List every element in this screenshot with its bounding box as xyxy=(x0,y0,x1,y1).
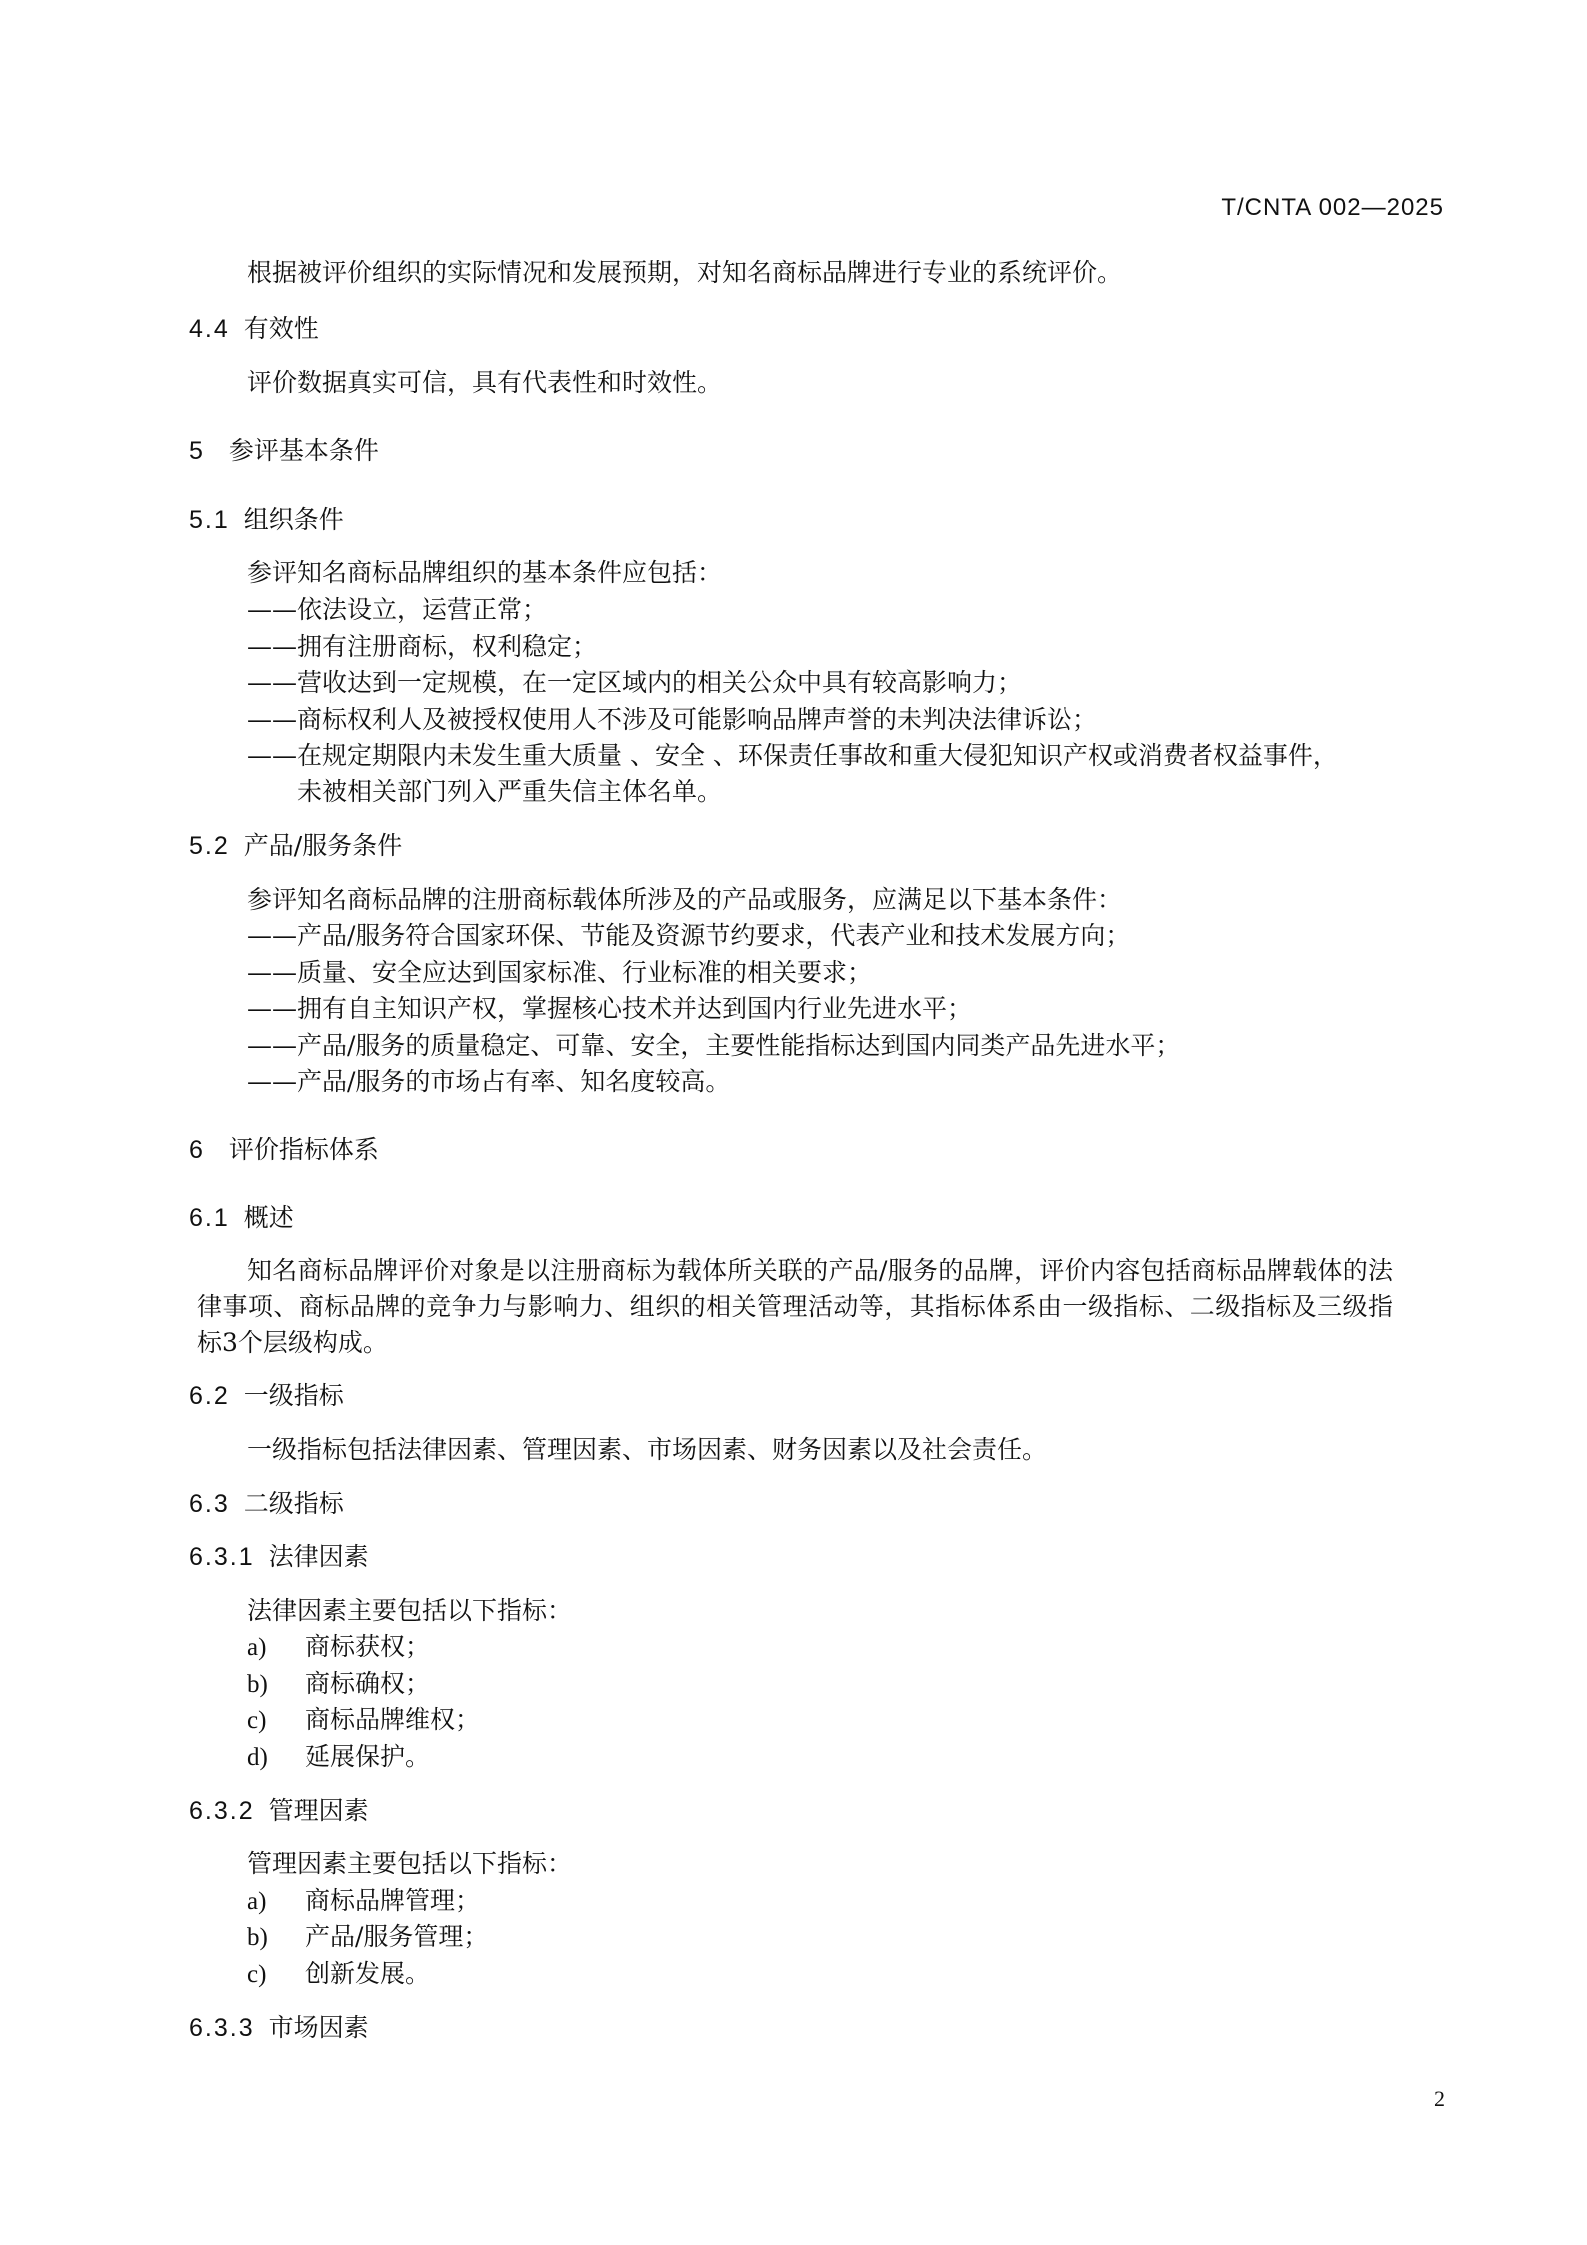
list-marker: b) xyxy=(247,1671,268,1698)
heading-title: 一级指标 xyxy=(243,1381,344,1410)
list-item: ——产品/服务的市场占有率、知名度较高。 xyxy=(247,1067,731,1096)
heading-number: 6.3.1 xyxy=(189,1543,255,1571)
list-item xyxy=(247,1920,488,1955)
list-item xyxy=(247,1667,430,1702)
heading-number: 6.3.3 xyxy=(189,2014,255,2042)
heading-6-2 xyxy=(189,1379,344,1413)
list-marker: c) xyxy=(247,1961,267,1988)
heading-number: 6.2 xyxy=(189,1382,230,1410)
heading-title: 二级指标 xyxy=(243,1489,344,1518)
list-item-text: 创新发展。 xyxy=(305,1959,431,1988)
list-item-text: 商标确权； xyxy=(305,1669,431,1698)
list-item: ——商标权利人及被授权使用人不涉及可能影响品牌声誉的未判决法律诉讼； xyxy=(247,705,1098,734)
paragraph-5-2-lead: 参评知名商标品牌的注册商标载体所涉及的产品或服务，应满足以下基本条件： xyxy=(247,885,1123,914)
list-item: ——拥有自主知识产权，掌握核心技术并达到国内行业先进水平； xyxy=(247,994,973,1023)
heading-title: 市场因素 xyxy=(268,2013,369,2042)
heading-5-2 xyxy=(189,829,402,863)
heading-title: 产品/服务条件 xyxy=(243,831,403,860)
heading-number: 6.1 xyxy=(189,1204,230,1232)
list-item-text: 产品/服务管理； xyxy=(305,1922,489,1951)
heading-6-3-1 xyxy=(189,1540,369,1574)
list-marker: b) xyxy=(247,1924,268,1951)
heading-number: 5.1 xyxy=(189,506,230,534)
heading-6-1 xyxy=(189,1201,294,1235)
heading-title: 评价指标体系 xyxy=(228,1135,379,1164)
paragraph-6-1: 知名商标品牌评价对象是以注册商标为载体所关联的产品/服务的品牌，评价内容包括商标品牌载体的法律事项、商标品牌的竞争力与影响力、组织的相关管理活动等，其指标体系由一级指标、二级指标及三级指标3个层级构成。 xyxy=(197,1256,1393,1357)
heading-6-3 xyxy=(189,1487,344,1521)
list-item xyxy=(247,1884,480,1919)
paragraph-5-1-lead: 参评知名商标品牌组织的基本条件应包括： xyxy=(247,558,723,587)
list-item: ——在规定期限内未发生重大质量 、安全 、环保责任事故和重大侵犯知识产权或消费者权益事件， xyxy=(247,741,1338,770)
paragraph-6-3-1-lead: 法律因素主要包括以下指标： xyxy=(247,1596,573,1625)
list-item-text: 商标获权； xyxy=(305,1632,431,1661)
list-item: ——产品/服务的质量稳定、可靠、安全，主要性能指标达到国内同类产品先进水平； xyxy=(247,1031,1181,1060)
heading-number: 5.2 xyxy=(189,832,230,860)
list-item xyxy=(247,1957,430,1992)
list-item xyxy=(247,1740,430,1775)
list-item: ——质量、安全应达到国家标准、行业标准的相关要求； xyxy=(247,958,873,987)
heading-title: 有效性 xyxy=(243,314,319,343)
list-item-text: 商标品牌管理； xyxy=(305,1886,481,1915)
document-code: T/CNTA 002—2025 xyxy=(1221,194,1444,221)
list-item: ——拥有注册商标，权利稳定； xyxy=(247,632,598,661)
heading-number: 6 xyxy=(189,1136,203,1164)
heading-6-3-2 xyxy=(189,1794,369,1828)
heading-6-3-3 xyxy=(189,2011,369,2045)
heading-number: 6.3.2 xyxy=(189,1797,255,1825)
list-marker: c) xyxy=(247,1707,267,1734)
heading-5 xyxy=(189,434,379,468)
list-marker: d) xyxy=(247,1744,268,1771)
heading-title: 概述 xyxy=(243,1203,294,1232)
heading-title: 参评基本条件 xyxy=(228,436,379,465)
heading-5-1 xyxy=(189,503,344,537)
list-item: ——依法设立，运营正常； xyxy=(247,595,548,624)
heading-number: 6.3 xyxy=(189,1490,230,1518)
heading-number: 5 xyxy=(189,437,203,465)
list-item-text: 商标品牌维权； xyxy=(305,1705,481,1734)
list-item xyxy=(247,1630,430,1665)
paragraph-6-2: 一级指标包括法律因素、管理因素、市场因素、财务因素以及社会责任。 xyxy=(247,1435,1048,1464)
list-marker: a) xyxy=(247,1634,267,1661)
heading-number: 4.4 xyxy=(189,315,230,343)
paragraph-4-4: 评价数据真实可信，具有代表性和时效性。 xyxy=(247,368,723,397)
list-item: ——营收达到一定规模，在一定区域内的相关公众中具有较高影响力； xyxy=(247,668,1023,697)
heading-title: 管理因素 xyxy=(268,1796,369,1825)
page-number: 2 xyxy=(1434,2086,1445,2111)
heading-title: 组织条件 xyxy=(243,505,344,534)
paragraph-6-3-2-lead: 管理因素主要包括以下指标： xyxy=(247,1849,573,1878)
list-marker: a) xyxy=(247,1888,267,1915)
list-item: ——产品/服务符合国家环保、节能及资源节约要求，代表产业和技术发展方向； xyxy=(247,921,1131,950)
heading-title: 法律因素 xyxy=(268,1542,369,1571)
intro-paragraph: 根据被评价组织的实际情况和发展预期，对知名商标品牌进行专业的系统评价。 xyxy=(247,258,1123,287)
heading-4-4 xyxy=(189,312,319,346)
list-item-text: 延展保护。 xyxy=(305,1742,431,1771)
list-item xyxy=(247,1703,480,1738)
heading-6 xyxy=(189,1133,379,1167)
list-item-continuation: 未被相关部门列入严重失信主体名单。 xyxy=(297,777,723,806)
